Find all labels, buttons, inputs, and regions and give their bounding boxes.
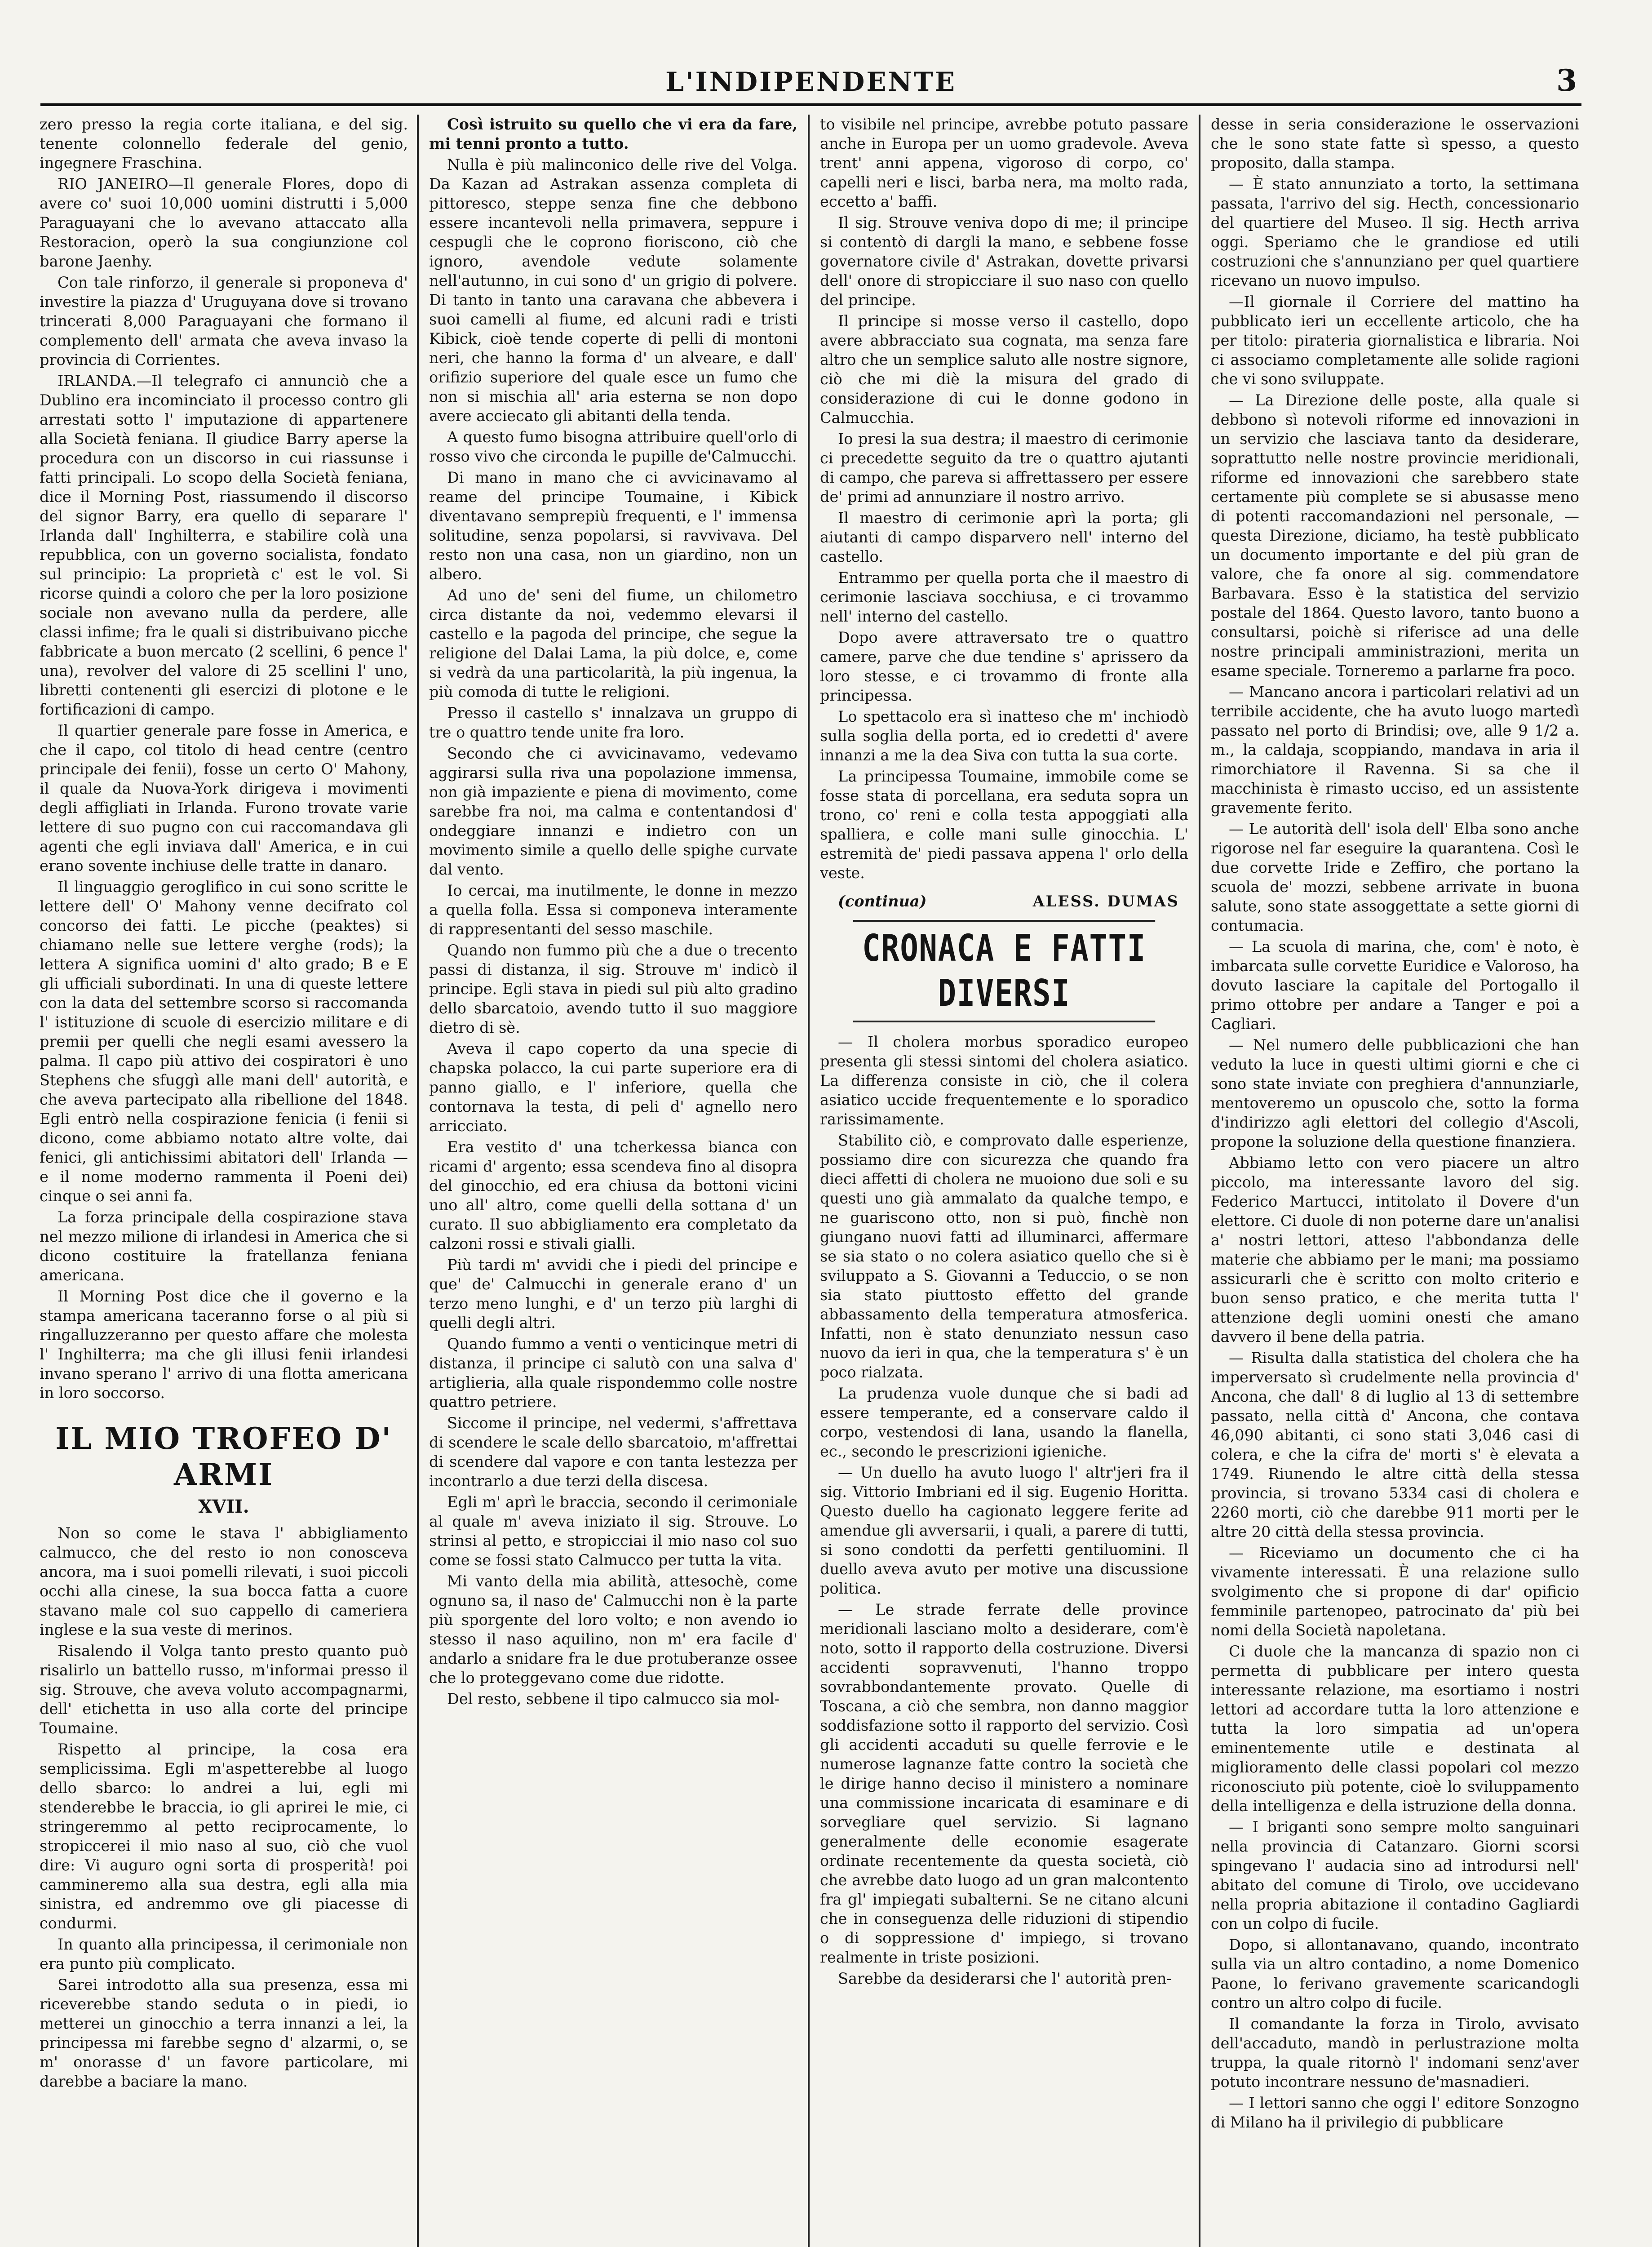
- news-paragraph: IRLANDA.—Il telegrafo ci annunciò che a Dublino era incominciato il processo contro gli arrestati sotto l' imputazione di appartenere alla Società feniana. Il giudice Barry aperse la procedura con un discorso in cui riassunse i fatti principali. Lo scopo della Società feniana, dice il Morning Post, riassumendo il discorso del signor Barry, era quello di separare l' Irlanda dall' Inghilterra, e stabilire colà una repubblica, con un governo socialista, fondato sul principio: La proprietà c' est le vol. Si ricorse quindi a coloro che per la loro posizione sociale non avevano nulla da perdere, alle classi infime; fra le quali si distribuivano picche fabbricate a buon mercato (2 scellini, 6 pence l' una), revolver del valore di 25 scellini l' uno, libretti contenenti gli esercizi di plotone e le fortificazioni di campo.: [40, 372, 408, 718]
- news-paragraph: — Nel numero delle pubblicazioni che han veduto la luce in questi ultimi giorni e che ci sono state inviate con preghiera d'annunziarle, mentoveremo un opuscolo che, sotto la forma d'indirizzo agli elettori del collegio d'Ascoli, propone la soluzione della questione finanziera.: [1211, 1036, 1579, 1150]
- news-paragraph: — Le autorità dell' isola dell' Elba sono anche rigorose nel far eseguire la quarantena. Così le due corvette Iride e Zeffiro, che portano la scuola de' mozzi, sebbene arrivate in buona salute, sono state assoggettate a sette giorni di contumacia.: [1211, 820, 1579, 934]
- serial-signature: [820, 892, 1188, 911]
- story-paragraph: A questo fumo bisogna attribuire quell'orlo di rosso vivo che circonda le pupille de'Calmucchi.: [429, 428, 797, 465]
- news-paragraph: Stabilito ciò, e comprovato dalle esperienze, possiamo dire con sicurezza che quando fra dieci affetti di cholera ne muoiono due soli e su questi uno già ammalato da qualche tempo, e ne guariscono otto, non si può, finchè non giungano nuovi fatti ad illuminarci, affermare se sia stato o no colera asiatico quello che si è sviluppato a S. Giovanni a Teduccio, o se non sia stato piuttosto effetto del grande abbassamento della temperatura atmosferica. Infatti, non è stato denunziato nessun caso nuovo da ieri in qua, che la temperatura s' è un poco rialzata.: [820, 1132, 1188, 1381]
- column-3: [820, 115, 1188, 2247]
- news-paragraph: — Il cholera morbus sporadico europeo presenta gli stessi sintomi del cholera asiatico. La differenza consiste in ciò, che il colera asiatico uccide frequentemente e lo sporadico rarissimamente.: [820, 1033, 1188, 1128]
- news-paragraph: — Un duello ha avuto luogo l' altr'jeri fra il sig. Vittorio Imbriani ed il sig. Eugenio Horitta. Questo duello ha cagionato leggere ferite ad amendue gli avversarii, i quali, a parere di tutti, si sono condotti da perfetti gentiluomini. Il duello aveva avuto per motive una discussione politica.: [820, 1464, 1188, 1597]
- news-paragraph: — La scuola di marina, che, com' è noto, è imbarcata sulle corvette Euridice e Valoroso, ha dovuto lasciare la capitale del Portogallo il primo ottobre per andare a Tanger e poi a Cagliari.: [1211, 938, 1579, 1033]
- story-paragraph: Così istruito su quello che vi era da fare, mi tenni pronto a tutto.: [429, 115, 797, 152]
- news-paragraph: Sarebbe da desiderarsi che l' autorità pren-: [838, 1970, 1172, 1987]
- story-paragraph: Entrammo per quella porta che il maestro di cerimonie lasciava socchiusa, e ci trovammo nell' interno del castello.: [820, 569, 1188, 625]
- news-paragraph: — I briganti sono sempre molto sanguinari nella provincia di Catanzaro. Giorni scorsi spingevano l' audacia sino ad introdursi nell' abitato del comune di Tirolo, ove uccidevano nella propria abitazione il contadino Gagliardi con un colpo di fucile.: [1211, 1818, 1579, 1932]
- column-rule: [808, 115, 810, 2247]
- news-paragraph: La prudenza vuole dunque che si badi ad essere temperante, ed a conservare caldo il corpo, vestendosi di lana, usando la flanella, ec., secondo le prescrizioni igieniche.: [820, 1385, 1188, 1460]
- story-paragraph: Secondo che ci avvicinavamo, vedevamo aggirarsi sulla riva una popolazione immensa, non già impaziente e piena di movimento, come sarebbe fra noi, ma calma e contentandosi d' ondeggiare innanzi e indietro con un movimento simile a quello delle spighe curvate dal vento.: [429, 745, 797, 878]
- story-paragraph: Mi vanto della mia abilità, attesochè, come ognuno sa, il naso de' Calmucchi non è la parte più sporgente del loro volto; e non avendo io stesso il naso aquilino, non m' era facile d' andarlo a snidare fra le due protuberanze ossee che lo proteggevano come due ridotte.: [429, 1572, 797, 1687]
- story-paragraph: Risalendo il Volga tanto presto quanto può risalirlo un battello russo, m'informai presso il sig. Strouve, che aveva voluto accompagnarmi, dell' etichetta in uso alla corte del principe Toumaine.: [40, 1642, 408, 1737]
- story-paragraph: Dopo avere attraversato tre o quattro camere, parve che due tendine s' aprissero da loro stesse, e ci trovammo di fronte alla principessa.: [820, 629, 1188, 704]
- story-paragraph: to visibile nel principe, avrebbe potuto passare anche in Europa per un uomo gradevole. Aveva trent' anni appena, vigoroso di corpo, co' capelli neri e lisci, barba nera, ma molto rada, eccetto a' baffi.: [820, 115, 1188, 210]
- news-paragraph: — I lettori sanno che oggi l' editore Sonzogno di Milano ha il privilegio di pubblicare: [1211, 2094, 1579, 2131]
- news-paragraph: — È stato annunziato a torto, la settimana passata, l'arrivo del sig. Hecth, concessionario del quartiere del Museo. Il sig. Hecth arriva oggi. Speriamo che le grandiose ed utili costruzioni che s'annunziano per quel quartiere ricevano un nuovo impulso.: [1211, 175, 1579, 289]
- news-paragraph: La forza principale della cospirazione stava nel mezzo milione di irlandesi in America che si dicono costituire la fratellanza feniana americana.: [40, 1208, 408, 1284]
- story-paragraph: Rispetto al principe, la cosa era semplicissima. Egli m'aspetterebbe al luogo dello sbarco: lo andrei a lui, egli mi stenderebbe le braccia, io gli aprirei le mie, ci stringeremmo al petto reciprocamente, lo stropiccerei il mio naso al suo, ciò che vuol dire: Vi auguro ogni sorta di prosperità! poi cammineremo alla sua destra, egli alla mia sinistra, ed andremmo ove gli piacesse di condurmi.: [40, 1741, 408, 1932]
- story-paragraph: Non so come le stava l' abbigliamento calmucco, che del resto io non conosceva ancora, ma i suoi pomelli rilevati, i suoi piccoli occhi alla cinese, la sua bocca fatta a cuore stavano male col suo cappello di cameriera inglese e la sua veste di merinos.: [40, 1524, 408, 1639]
- story-paragraph: La principessa Toumaine, immobile come se fosse stata di porcellana, era seduta sopra un trono, co' reni e colla testa appoggiati alla spalliera, e colle mani sulle ginocchia. L' estremità de' piedi passava appena l' orlo della veste.: [820, 768, 1188, 882]
- story-paragraph: Quando non fummo più che a due o trecento passi di distanza, il sig. Strouve m' indicò il principe. Egli stava in piedi sul più alto gradino dello sbarcatoio, avendo tutto il suo maggiore dietro di sè.: [429, 941, 797, 1036]
- story-paragraph: Io presi la sua destra; il maestro di cerimonie ci precedette seguito da tre o quattro ajutanti di campo, che pareva si affrettassero per essere de' primi ad annunziare il nostro arrivo.: [820, 430, 1188, 506]
- continua-label: (continua): [838, 893, 927, 910]
- story-paragraph: Aveva il capo coperto da una specie di chapska polacco, la cui parte superiore era di panno giallo, e l' inferiore, quella che contornava la testa, di peli d' agnello nero arricciato.: [429, 1040, 797, 1135]
- story-paragraph: Il maestro di cerimonie aprì la porta; gli aiutanti di campo disparvero nell' interno del castello.: [820, 509, 1188, 565]
- story-paragraph: Più tardi m' avvidi che i piedi del principe e que' de' Calmucchi in generale erano d' un terzo meno lunghi, e d' un terzo più larghi di quelli degli altri.: [429, 1256, 797, 1332]
- story-paragraph: In quanto alla principessa, il cerimoniale non era punto più complicato.: [40, 1936, 408, 1972]
- news-paragraph: desse in seria considerazione le osservazioni che le sono state fatte sì spesso, a questo proposito, dalla stampa.: [1211, 115, 1579, 172]
- story-paragraph: Io cercai, ma inutilmente, le donne in mezzo a quella folla. Essa si componeva interamente di rappresentanti del sesso maschile.: [429, 882, 797, 938]
- story-paragraph: Il principe si mosse verso il castello, dopo avere abbracciato sua cognata, ma senza fare altro che un semplice saluto alle nostre signore, ciò che mi diè la misura del grado di considerazione di cui le donne godono in Calmucchia.: [820, 312, 1188, 426]
- serial-title: IL MIO TROFEO D' ARMI: [55, 1421, 392, 1492]
- news-paragraph: Il comandante la forza in Tirolo, avvisato dell'accaduto, mandò in perlustrazione molta truppa, la quale ritornò l' indomani senz'aver potuto incontrare nessuno de'masnadieri.: [1211, 2015, 1579, 2091]
- masthead: [40, 54, 1581, 106]
- news-paragraph: Con tale rinforzo, il generale si proponeva d' investire la piazza d' Uruguyana dove si trovano trincerati 8,000 Paraguayani che formano il complemento dell' armata che aveva invaso la provincia di Corrientes.: [40, 274, 408, 369]
- news-paragraph: Il Morning Post dice che il governo e la stampa americana taceranno forse o al più si ringalluzzeranno per questo affare che molesta l' Inghilterra; ma che gli illusi fenii irlandesi invano sperano l' arrivo di una flotta americana in loro soccorso.: [40, 1288, 408, 1402]
- news-paragraph: Abbiamo letto con vero piacere un altro piccolo, ma interessante lavoro del sig. Federico Martucci, intitolato il Dovere d'un elettore. Ci duole di non poterne dare un'analisi a' nostri lettori, atteso l'abbondanza delle materie che abbiamo per le mani; ma possiamo assicurarli che è scritto con molto criterio e buon senso pratico, e che merita tutta l' attenzione degli uomini onesti che amano davvero il bene della patria.: [1211, 1154, 1579, 1346]
- story-paragraph: Quando fummo a venti o venticinque metri di distanza, il principe ci salutò con una salva d' artiglieria, alla quale rispondemmo colle nostre quattro petriere.: [429, 1335, 797, 1411]
- column-rule: [1199, 115, 1200, 2247]
- section-title-cronaca: CRONACA E FATTI DIVERSI: [853, 920, 1155, 1022]
- news-paragraph: — Le strade ferrate delle province meridionali lasciano molto a desiderare, com'è noto, sotto il rapporto della costruzione. Diversi accidenti sopravvenuti, l'hanno troppo sovrabbondantemente provato. Quelle di Toscana, a ciò che sembra, non danno maggior soddisfazione sotto il rapporto del servizio. Così gli accidenti accaduti su quelle ferrovie e le numerose lagnanze fatte contro la società che le dirige hanno deciso il ministero a nominare una commissione incaricata di esaminare e di sorvegliare quel servizio. Si lagnano generalmente delle economie esagerate ordinate recentemente da questa società, ciò che avrebbe dato luogo ad un gran malcontento fra gl' impiegati subalterni. Se ne citano alcuni che in conseguenza delle riduzioni di stipendio o di soppressione d' impiego, si trovano realmente in triste posizioni.: [820, 1601, 1188, 1966]
- news-paragraph: RIO JANEIRO—Il generale Flores, dopo di avere co' suoi 10,000 uomini distrutti i 5,000 Paraguayani che lo avevano attaccato alla Restoracion, operò la sua congiunzione col barone Jaenhy.: [40, 175, 408, 270]
- news-paragraph: — Mancano ancora i particolari relativi ad un terribile accidente, che ha avuto luogo martedì passato nel porto di Brindisi; ove, alle 9 1/2 a. m., la caldaja, scoppiando, mandava in aria il rimorchiatore il Ravenna. Si sa che il macchinista è rimasto ucciso, ed un assistente gravemente ferito.: [1211, 683, 1579, 817]
- story-paragraph: Il sig. Strouve veniva dopo di me; il principe si contentò di dargli la mano, e sebbene fosse governatore civile d' Astrakan, dovette privarsi dell' onore di stropicciare il suo naso con quello del principe.: [820, 214, 1188, 309]
- serial-chapter: XVII.: [198, 1496, 249, 1517]
- news-paragraph: Il linguaggio geroglifico in cui sono scritte le lettere dell' O' Mahony venne decifrato col concorso dei fatti. Le picche (peaktes) si chiamano nelle sue lettere verghe (rods); la lettera A significa uomini d' alto grado; B e E gli ufficiali subordinati. In una di queste lettere con la data del settembre scorso si raccomanda l' istituzione di scuole di esercizio militare e di premii per quelli che negli esami avessero la palma. Il capo più attivo dei cospiratori è uno Stephens che sfuggì alle mani dell' autorità, e che aveva partecipato alla ribellione del 1848. Egli entrò nella cospirazione fenicia (i fenii si dicono, come abbiamo notato altre volte, dai fenici, gli antichissimi abitatori dell' Irlanda — e il nome moderno rammenta il Poeni dei) cinque o sei anni fa.: [40, 878, 408, 1205]
- news-paragraph: —Il giornale il Corriere del mattino ha pubblicato ieri un eccellente articolo, che ha per titolo: pirateria giornalistica e libraria. Noi ci associamo completamente alle solide ragioni che vi sono sviluppate.: [1211, 293, 1579, 388]
- story-paragraph: Sarei introdotto alla sua presenza, essa mi riceverebbe stando seduta o in piedi, io metterei un ginocchio a terra innanzi a lei, la principessa mi farebbe segno d' alzarmi, o, se m' onorasse d' un favore particolare, mi darebbe a baciare la mano.: [40, 1976, 408, 2090]
- story-paragraph: Siccome il principe, nel vedermi, s'affrettava di scendere le scale dello sbarcatoio, m'affrettai di scendere dal vapore e con tanta lestezza per incontrarlo a due terzi della discesa.: [429, 1414, 797, 1490]
- column-rule: [417, 115, 419, 2247]
- news-paragraph: Il quartier generale pare fosse in America, e che il capo, col titolo di head centre (centro principale dei fenii), fosse un certo O' Mahony, il quale da Nuova-York dirigeva i movimenti degli affigliati in Irlanda. Furono trovate varie lettere di suo pugno con cui raccomandava gli agenti che egli inviava dall' America, e in cui erano sovente inchiuse delle tratte in danaro.: [40, 722, 408, 875]
- news-paragraph: — La Direzione delle poste, alla quale si debbono sì notevoli riforme ed innovazioni in un servizio che lasciava tanto da desiderare, soprattutto nelle nostre provincie meridionali, riforme ed innovazioni che sarebbero state certamente più complete se si abusasse meno di potenti raccomandazioni nel personale, — questa Direzione, diciamo, ha testè pubblicato un documento importante e del più gran de valore, che fa onore al sig. commendatore Barbavara. Esso è la statistica del servizio postale del 1864. Questo lavoro, tanto buono a consultarsi, poichè si riferisce ad una delle nostre principali amministrazioni, merita un esame speciale. Torneremo a parlarne fra poco.: [1211, 391, 1579, 679]
- newspaper-title: L'INDIPENDENTE: [665, 67, 957, 97]
- news-paragraph: Ci duole che la mancanza di spazio non ci permetta di pubblicare per intero questa interessante relazione, ma esortiamo i nostri lettori ad accordare tutta la loro attenzione e tutta la loro simpatia ad un'opera eminentemente utile e destinata al miglioramento delle classi popolari col mezzo riconosciuto più potente, cioè lo sviluppamento della intelligenza e della istruzione della donna.: [1211, 1643, 1579, 1815]
- news-paragraph: Dopo, si allontanavano, quando, incontrato sulla via un altro contadino, a nome Domenico Paone, lo ferivano gravemente scaricandogli contro un altro colpo di fucile.: [1211, 1936, 1579, 2012]
- story-paragraph: Egli m' aprì le braccia, secondo il cerimoniale al quale m' aveva iniziato il sig. Strouve. Lo strinsi al petto, e stropicciai il mio naso col suo come se fossi stato Calmucco per tutta la vita.: [429, 1493, 797, 1569]
- news-paragraph: — Risulta dalla statistica del cholera che ha imperversato sì crudelmente nella provincia d' Ancona, che dall' 8 di luglio al 13 di settembre passato, nella città d' Ancona, che contava 46,090 abitanti, ci sono stati 3,046 casi di colera, e che la cifra de' morti s' è elevata a 1749. Riunendo le altre città della stessa provincia, si trovano 5334 casi di cholera e 2260 morti, ciò che darebbe 911 morti per le altre 20 città della stessa provincia.: [1211, 1349, 1579, 1541]
- story-paragraph: Del resto, sebbene il tipo calmucco sia mol-: [447, 1690, 779, 1708]
- story-paragraph: Ad uno de' seni del fiume, un chilometro circa distante da noi, vedemmo elevarsi il castello e la pagoda del principe, che segue la religione del Dalai Lama, la più dolce, e, come si vedrà da una particolarità, la più ingenua, la più comoda di tutte le religioni.: [429, 586, 797, 701]
- page-number: 3: [1556, 63, 1577, 98]
- column-2: [429, 115, 797, 2247]
- column-4: [1211, 115, 1579, 2247]
- story-paragraph: Era vestito d' una tcherkessa bianca con ricami d' argento; essa scendeva fino al disopra del ginocchio, ed era chiusa da bottoni vicini uno all' altro, come quelli della sottana d' un curato. Il suo abbigliamento era completato da calzoni rossi e stivali gialli.: [429, 1138, 797, 1252]
- column-1: [40, 115, 408, 2247]
- news-paragraph: zero presso la regia corte italiana, e del sig. tenente colonnello federale del genio, ingegnere Fraschina.: [40, 115, 408, 172]
- story-paragraph: Di mano in mano che ci avvicinavamo al reame del principe Toumaine, i Kibick diventavano semprepiù frequenti, e l' immensa solitudine, senza popolarsi, si ravvivava. Del resto non una casa, non un giardino, non un albero.: [429, 469, 797, 583]
- author-name: ALESS. DUMAS: [1032, 893, 1179, 910]
- story-paragraph: Nulla è più malinconico delle rive del Volga. Da Kazan ad Astrakan assenza completa di pittoresco, steppe senza fine che debbono essere incantevoli nella primavera, seppure i cespugli che le coprono fioriscono, ciò che ignoro, avendole vedute solamente nell'autunno, in cui sono d' un grigio di polvere. Di tanto in tanto una caravana che abbevera i suoi camelli al fiume, ed alcuni radi e tristi Kibick, cioè tende coperte di pelli di montoni neri, che hanno la forma d' un alveare, e dall' orifizio superiore del quale esce un fumo che non si mischia all' aria esterna se non dopo avere acciecato gli abitanti della tenda.: [429, 156, 797, 425]
- news-paragraph: — Riceviamo un documento che ci ha vivamente interessati. È una relazione sullo svolgimento che si propone di dar' opificio femminile partenopeo, patrocinato da' più bei nomi della Società napoletana.: [1211, 1544, 1579, 1639]
- story-paragraph: Presso il castello s' innalzava un gruppo di tre o quattro tende unite fra loro.: [429, 704, 797, 741]
- story-paragraph: Lo spettacolo era sì inatteso che m' inchiodò sulla soglia della porta, ed io credetti d' avere innanzi a me la dea Siva con tutta la sua corte.: [820, 708, 1188, 764]
